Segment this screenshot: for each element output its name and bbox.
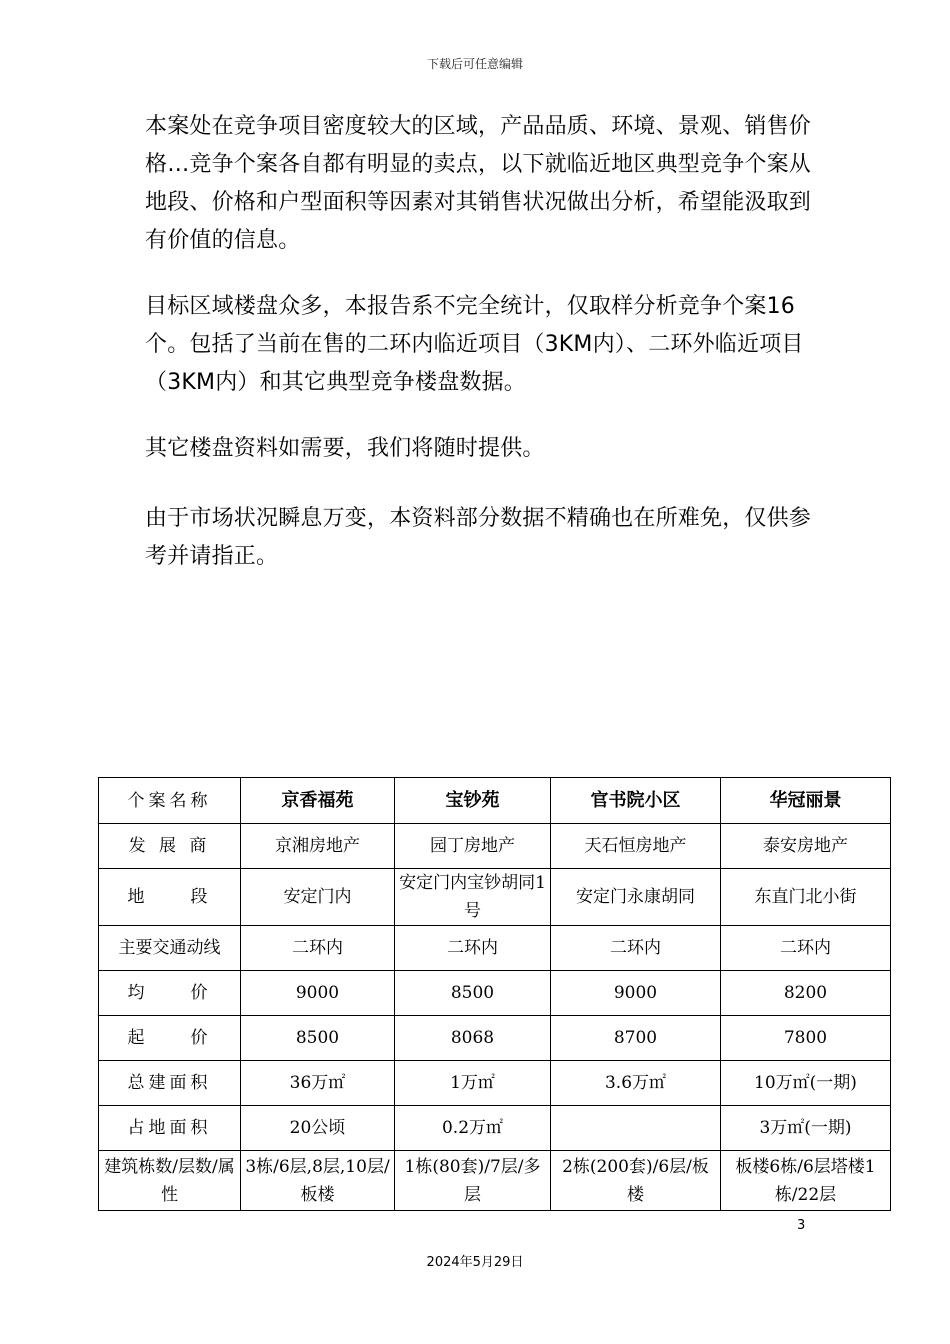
table-cell: 9000: [551, 971, 721, 1016]
row-label-cell: 总建面积: [99, 1061, 241, 1106]
table-row: [99, 1151, 891, 1211]
availability-paragraph: 其它楼盘资料如需要，我们将随时提供。: [145, 436, 545, 461]
table-row: [99, 869, 891, 926]
row-label-cell: 发 展 商: [99, 824, 241, 869]
project-name-cell: 华冠丽景: [721, 778, 891, 824]
table-header-row: [99, 778, 891, 824]
table-cell: 3.6万㎡: [551, 1061, 721, 1106]
row-label-cell: 主要交通动线: [99, 926, 241, 971]
table-cell: 8068: [395, 1016, 551, 1061]
row-label-cell: 建筑栋数/层数/属性: [99, 1151, 241, 1211]
table-cell: 1栋(80套)/7层/多层: [395, 1151, 551, 1211]
table-cell: 1万㎡: [395, 1061, 551, 1106]
table-cell: 东直门北小街: [721, 869, 891, 926]
table-cell: 8700: [551, 1016, 721, 1061]
table-row: [99, 1016, 891, 1061]
table-cell: 2栋(200套)/6层/板楼: [551, 1151, 721, 1211]
row-label-cell: 均 价: [99, 971, 241, 1016]
table-row: [99, 926, 891, 971]
table-cell: 二环内: [551, 926, 721, 971]
table-cell: 3万㎡(一期): [721, 1106, 891, 1151]
table-row: [99, 1106, 891, 1151]
intro-paragraph: 本案处在竞争项目密度较大的区域，产品品质、环境、景观、销售价格…竞争个案各自都有明显的卖点，以下就临近地区典型竞争个案从地段、价格和户型面积等因素对其销售状况做出分析，希望能汲取到有价值的信息。: [145, 114, 812, 253]
table-cell: 二环内: [721, 926, 891, 971]
page-number: 3: [797, 1218, 806, 1233]
table-cell: 安定门内: [241, 869, 395, 926]
competitor-table: [98, 777, 891, 1211]
table-cell: 园丁房地产: [395, 824, 551, 869]
table-cell: 0.2万㎡: [395, 1106, 551, 1151]
table-cell: 9000: [241, 971, 395, 1016]
table-cell: 天石恒房地产: [551, 824, 721, 869]
table-cell: [551, 1106, 721, 1151]
table-row: [99, 1061, 891, 1106]
table-cell: 3栋/6层,8层,10层/板楼: [241, 1151, 395, 1211]
footer-date: 2024年5月29日: [426, 1255, 524, 1270]
table-cell: 8500: [395, 971, 551, 1016]
table-row: [99, 824, 891, 869]
table-cell: 安定门内宝钞胡同1号: [395, 869, 551, 926]
project-name-cell: 宝钞苑: [395, 778, 551, 824]
table-cell: 7800: [721, 1016, 891, 1061]
table-cell: 20公顷: [241, 1106, 395, 1151]
scope-paragraph: 目标区域楼盘众多，本报告系不完全统计，仅取样分析竞争个案16个。包括了当前在售的二环内临近项目（3KM内）、二环外临近项目（3KM内）和其它典型竞争楼盘数据。: [145, 294, 804, 395]
table-cell: 安定门永康胡同: [551, 869, 721, 926]
disclaimer-paragraph: 由于市场状况瞬息万变，本资料部分数据不精确也在所难免，仅供参考并请指正。: [145, 506, 812, 569]
table-cell: 10万㎡(一期): [721, 1061, 891, 1106]
row-label-cell: 占地面积: [99, 1106, 241, 1151]
project-name-cell: 京香福苑: [241, 778, 395, 824]
table-cell: 8500: [241, 1016, 395, 1061]
row-label-cell: 起 价: [99, 1016, 241, 1061]
row-label-cell: 地 段: [99, 869, 241, 926]
table-cell: 8200: [721, 971, 891, 1016]
table-cell: 板楼6栋/6层塔楼1栋/22层: [721, 1151, 891, 1211]
table-cell: 泰安房地产: [721, 824, 891, 869]
project-name-cell: 官书院小区: [551, 778, 721, 824]
header-note: 下载后可任意编辑: [426, 57, 523, 71]
table-row: [99, 971, 891, 1016]
table-cell: 36万㎡: [241, 1061, 395, 1106]
table-cell: 二环内: [395, 926, 551, 971]
header-label-cell: 个案名称: [99, 778, 241, 824]
table-cell: 二环内: [241, 926, 395, 971]
table-cell: 京湘房地产: [241, 824, 395, 869]
